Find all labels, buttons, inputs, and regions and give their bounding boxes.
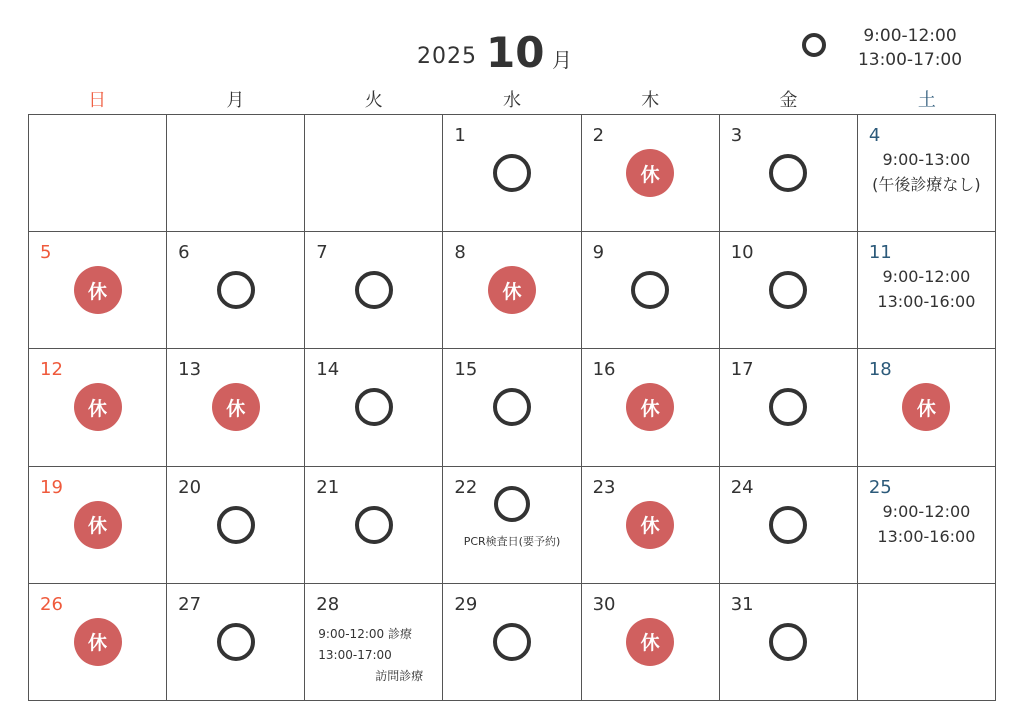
- day-cell-12: [29, 349, 167, 466]
- year-label: 2025: [417, 44, 477, 69]
- day-cell-20: [167, 467, 305, 584]
- open-circle-icon: [494, 486, 530, 522]
- day-number: 3: [730, 125, 743, 146]
- day-cell-23: [582, 467, 720, 584]
- legend-open-circle-icon: [802, 33, 826, 57]
- day-cell-26: [29, 584, 167, 701]
- day-number: 25: [868, 476, 892, 498]
- day-cell-5: [29, 232, 167, 349]
- special-hours-line: 9:00-12:00 診療: [318, 626, 412, 641]
- day-number: 9: [592, 242, 605, 264]
- day-cell-25: [858, 467, 996, 584]
- day-number: 5: [40, 242, 52, 264]
- day-number: 19: [40, 476, 63, 498]
- day-cell-4: [858, 115, 996, 232]
- special-hours-line: 13:00-17:00: [318, 647, 392, 662]
- open-circle-icon: [769, 388, 807, 426]
- special-hours-note: [318, 624, 423, 687]
- day-cell-2: [582, 115, 720, 232]
- day-number: 26: [40, 593, 63, 615]
- open-circle-icon: [769, 154, 807, 192]
- day-number: 22: [454, 476, 478, 498]
- open-circle-icon: [493, 623, 531, 661]
- day-number: 24: [730, 476, 754, 498]
- month-number: 10: [486, 28, 545, 77]
- day-cell-11: [858, 232, 996, 349]
- hours-note: 9:00-12:00 13:00-16:00: [877, 267, 976, 312]
- closed-badge: 休: [626, 501, 674, 549]
- day-number: 30: [592, 593, 616, 615]
- day-cell-18: [858, 349, 996, 466]
- open-circle-icon: [493, 154, 531, 192]
- open-circle-icon: [355, 388, 393, 426]
- hours-note: 9:00-12:00 13:00-16:00: [877, 501, 976, 546]
- pcr-note: PCR検査日(要予約): [463, 534, 561, 548]
- open-circle-icon: [217, 506, 255, 544]
- weekday-tuesday: 火: [364, 90, 383, 111]
- day-number: 18: [868, 359, 892, 381]
- day-cell-6: [167, 232, 305, 349]
- day-number: 2: [592, 125, 605, 146]
- weekday-saturday: 土: [917, 90, 936, 111]
- day-number: 12: [40, 359, 63, 381]
- closed-badge: 休: [74, 383, 122, 431]
- weekday-thursday: 木: [641, 90, 660, 111]
- weekday-friday: 金: [779, 90, 798, 111]
- day-cell-29: [443, 584, 581, 701]
- day-number: 14: [316, 359, 340, 381]
- day-number: 7: [316, 242, 328, 264]
- day-number: 6: [178, 242, 190, 264]
- open-circle-icon: [217, 623, 255, 661]
- day-cell-30: [582, 584, 720, 701]
- closed-badge: 休: [626, 618, 674, 666]
- open-circle-icon: [217, 271, 255, 309]
- day-cell-15: [443, 349, 581, 466]
- open-circle-icon: [769, 506, 807, 544]
- day-cell-24: [720, 467, 858, 584]
- open-circle-icon: [355, 506, 393, 544]
- day-number: 27: [178, 593, 202, 615]
- day-number: 15: [454, 359, 478, 381]
- day-cell-27: [167, 584, 305, 701]
- empty-cell: [167, 115, 305, 232]
- special-hours-line: 訪問診療: [375, 668, 424, 683]
- closed-badge: 休: [488, 266, 536, 314]
- open-circle-icon: [769, 271, 807, 309]
- weekday-header: [28, 86, 996, 112]
- day-number: 21: [316, 476, 340, 498]
- day-cell-9: [582, 232, 720, 349]
- day-number: 13: [178, 359, 202, 381]
- day-cell-22: [443, 467, 581, 584]
- open-circle-icon: [493, 388, 531, 426]
- day-cell-28: [305, 584, 443, 701]
- day-number: 4: [868, 125, 881, 146]
- day-number: 31: [730, 593, 754, 615]
- weekday-wednesday: 水: [502, 90, 521, 111]
- empty-cell: [858, 584, 996, 701]
- day-cell-7: [305, 232, 443, 349]
- day-number: 1: [454, 125, 466, 146]
- open-circle-icon: [355, 271, 393, 309]
- day-cell-14: [305, 349, 443, 466]
- day-number: 29: [454, 593, 478, 615]
- day-cell-3: [720, 115, 858, 232]
- day-number: 17: [730, 359, 754, 381]
- hours-note: 9:00-13:00 (午後診療なし): [872, 150, 981, 194]
- day-number: 11: [868, 242, 892, 264]
- closed-badge: 休: [74, 266, 122, 314]
- weekday-sunday: 日: [88, 90, 107, 111]
- day-cell-1: [443, 115, 581, 232]
- day-cell-17: [720, 349, 858, 466]
- empty-cell: [305, 115, 443, 232]
- open-circle-icon: [631, 271, 669, 309]
- day-number: 8: [454, 242, 466, 264]
- closed-badge: 休: [626, 383, 674, 431]
- day-cell-16: [582, 349, 720, 466]
- month-unit-label: 月: [552, 48, 572, 72]
- day-number: 10: [730, 242, 754, 264]
- day-number: 16: [592, 359, 616, 381]
- day-number: 28: [316, 593, 340, 615]
- day-cell-8: [443, 232, 581, 349]
- day-cell-31: [720, 584, 858, 701]
- legend-hours: 9:00-12:00 13:00-17:00: [857, 26, 963, 70]
- day-number: 23: [592, 476, 616, 498]
- day-number: 20: [178, 476, 202, 498]
- empty-cell: [29, 115, 167, 232]
- closed-badge: 休: [902, 383, 950, 431]
- closed-badge: 休: [626, 149, 674, 197]
- day-cell-21: [305, 467, 443, 584]
- open-circle-icon: [769, 623, 807, 661]
- day-cell-19: [29, 467, 167, 584]
- closed-badge: 休: [74, 501, 122, 549]
- day-cell-10: [720, 232, 858, 349]
- closed-badge: 休: [74, 618, 122, 666]
- day-cell-13: [167, 349, 305, 466]
- calendar-grid: [28, 114, 996, 701]
- closed-badge: 休: [212, 383, 260, 431]
- weekday-monday: 月: [226, 90, 245, 111]
